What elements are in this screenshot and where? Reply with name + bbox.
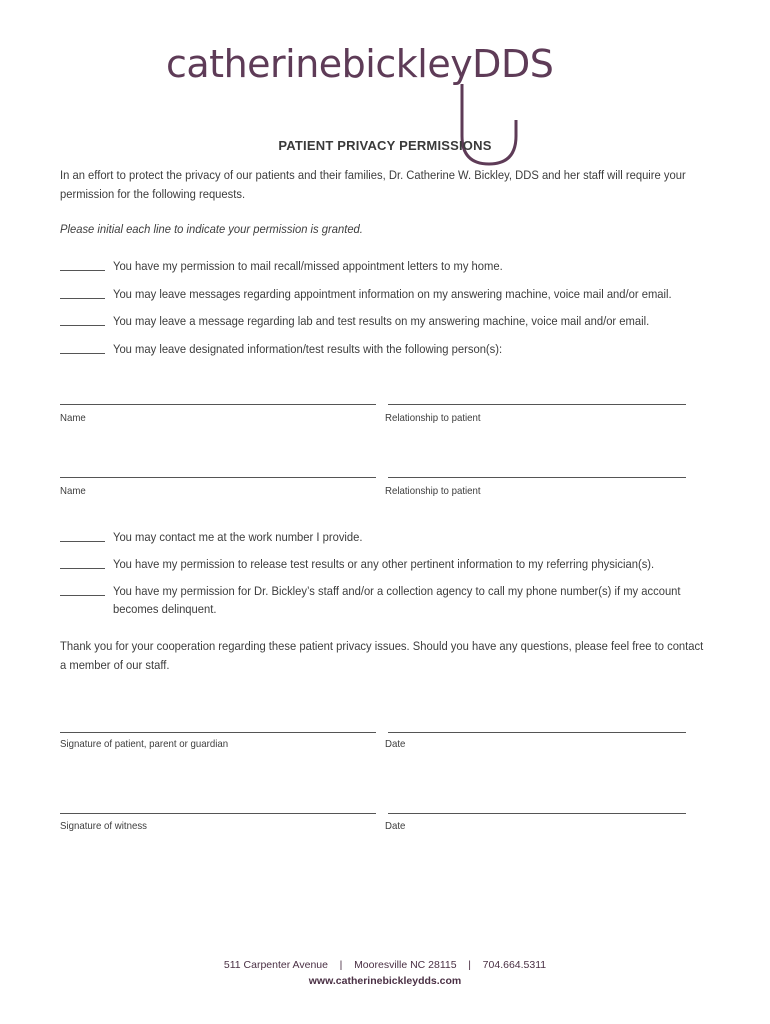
intro-paragraph: In an effort to protect the privacy of our patients and their families, Dr. Catherine W. Bickley, DDS and her staff will require your permission for the following requests. (60, 168, 686, 201)
footer-city: Mooresville NC 28115 (354, 959, 457, 971)
instruction-text: Please initial each line to indicate your permission is granted. (60, 222, 363, 236)
witness-signature-label: Signature of witness (60, 820, 147, 832)
permission-text: You may leave designated information/test results with the following person(s): (113, 342, 503, 356)
contact-name-label: Name (60, 412, 86, 424)
permission-text: You have my permission to mail recall/missed appointment letters to my home. (113, 259, 503, 273)
permission-text: You may leave messages regarding appointment information on my answering machine, voice mail and/or email. (113, 287, 672, 301)
patient-date-label: Date (385, 738, 406, 750)
footer-website-row (0, 975, 770, 987)
permission-text: You have my permission to release test results or any other pertinent information to my referring physician(s). (113, 557, 655, 571)
initial-blank[interactable] (60, 325, 105, 326)
footer-separator: | (468, 959, 471, 971)
initial-blank[interactable] (60, 595, 105, 596)
contact-relationship-label: Relationship to patient (385, 485, 481, 497)
contact-relationship-line[interactable] (388, 477, 686, 478)
contact-name-line[interactable] (60, 477, 376, 478)
contact-name-line[interactable] (60, 404, 376, 405)
initial-blank[interactable] (60, 270, 105, 271)
patient-date-line[interactable] (388, 732, 686, 733)
footer-phone: 704.664.5311 (482, 959, 547, 971)
contact-relationship-line[interactable] (388, 404, 686, 405)
contact-relationship-label: Relationship to patient (385, 412, 481, 424)
witness-signature-line[interactable] (60, 813, 376, 814)
logo-wordmark: catherinebickleyDDS (166, 42, 554, 86)
permission-text: You may contact me at the work number I provide. (113, 530, 363, 544)
footer-address: 511 Carpenter Avenue (223, 959, 328, 971)
witness-date-label: Date (385, 820, 406, 832)
contact-name-label: Name (60, 485, 86, 497)
patient-signature-line[interactable] (60, 732, 376, 733)
permission-text: You may leave a message regarding lab and test results on my answering machine, voice mail and/or email. (113, 314, 650, 328)
footer-contact (0, 959, 770, 971)
patient-signature-label: Signature of patient, parent or guardian (60, 738, 229, 750)
initial-blank[interactable] (60, 541, 105, 542)
initial-blank[interactable] (60, 353, 105, 354)
page-title: PATIENT PRIVACY PERMISSIONS (278, 138, 492, 153)
permission-text: You have my permission for Dr. Bickley’s staff and/or a collection agency to call my phone number(s) if my account becomes delinquent. (113, 584, 681, 616)
initial-blank[interactable] (60, 298, 105, 299)
witness-date-line[interactable] (388, 813, 686, 814)
footer-separator: | (339, 959, 343, 971)
footer-website[interactable]: www.catherinebickleydds.com (308, 975, 462, 987)
logo-tail-icon (456, 84, 526, 168)
initial-blank[interactable] (60, 568, 105, 569)
practice-logo (166, 40, 606, 130)
thank-you-paragraph: Thank you for your cooperation regarding these patient privacy issues. Should you have any questions, please feel free to contact a member of our staff. (60, 639, 704, 672)
